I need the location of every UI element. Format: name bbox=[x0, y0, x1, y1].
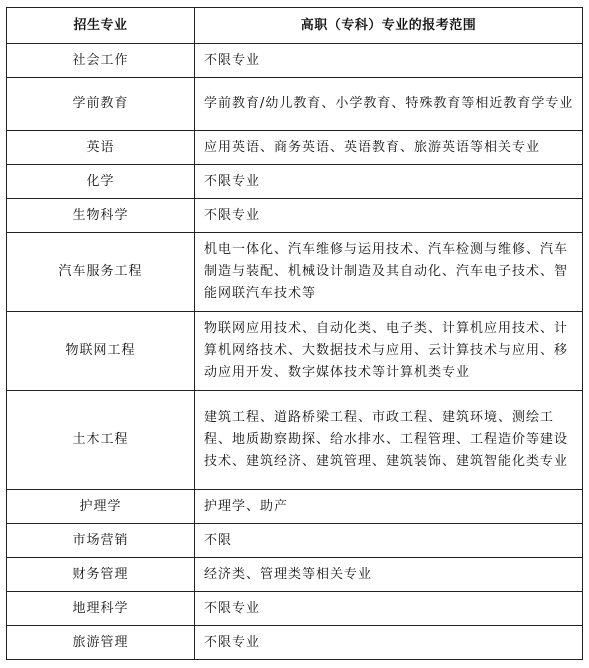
major-cell: 市场营销 bbox=[7, 524, 195, 558]
scope-cell: 应用英语、商务英语、英语教育、旅游英语等相关专业 bbox=[195, 131, 583, 165]
major-cell: 物联网工程 bbox=[7, 312, 195, 391]
table-row bbox=[7, 165, 583, 199]
major-cell: 汽车服务工程 bbox=[7, 233, 195, 312]
scope-cell: 不限专业 bbox=[195, 165, 583, 199]
header-major: 招生专业 bbox=[7, 8, 195, 44]
table-row bbox=[7, 558, 583, 592]
scope-cell: 不限专业 bbox=[195, 592, 583, 626]
scope-cell: 不限专业 bbox=[195, 626, 583, 660]
table-row bbox=[7, 524, 583, 558]
scope-cell: 学前教育/幼儿教育、小学教育、特殊教育等相近教育学专业 bbox=[195, 78, 583, 131]
major-cell: 生物科学 bbox=[7, 199, 195, 233]
major-cell: 土木工程 bbox=[7, 391, 195, 490]
table-row bbox=[7, 233, 583, 312]
major-cell: 地理科学 bbox=[7, 592, 195, 626]
table-row bbox=[7, 44, 583, 78]
header-scope: 高职（专科）专业的报考范围 bbox=[195, 8, 583, 44]
table-row bbox=[7, 131, 583, 165]
major-cell: 学前教育 bbox=[7, 78, 195, 131]
major-cell: 旅游管理 bbox=[7, 626, 195, 660]
table-row bbox=[7, 391, 583, 490]
scope-cell: 建筑工程、道路桥梁工程、市政工程、建筑环境、测绘工程、地质勘察勘探、给水排水、工程管理、工程造价等建设技术、建筑经济、建筑管理、建筑装饰、建筑智能化类专业 bbox=[195, 391, 583, 490]
major-cell: 财务管理 bbox=[7, 558, 195, 592]
scope-cell: 机电一体化、汽车维修与运用技术、汽车检测与维修、汽车制造与装配、机械设计制造及其自动化、汽车电子技术、智能网联汽车技术等 bbox=[195, 233, 583, 312]
table-row bbox=[7, 490, 583, 524]
admission-scope-table bbox=[6, 7, 583, 660]
table-row bbox=[7, 199, 583, 233]
table-row bbox=[7, 592, 583, 626]
table-row bbox=[7, 312, 583, 391]
table-row bbox=[7, 78, 583, 131]
scope-cell: 不限专业 bbox=[195, 44, 583, 78]
major-cell: 英语 bbox=[7, 131, 195, 165]
table-row bbox=[7, 626, 583, 660]
major-cell: 护理学 bbox=[7, 490, 195, 524]
major-cell: 化学 bbox=[7, 165, 195, 199]
scope-cell: 不限专业 bbox=[195, 199, 583, 233]
major-cell: 社会工作 bbox=[7, 44, 195, 78]
scope-cell: 不限 bbox=[195, 524, 583, 558]
table-header-row bbox=[7, 8, 583, 44]
scope-cell: 经济类、管理类等相关专业 bbox=[195, 558, 583, 592]
scope-cell: 护理学、助产 bbox=[195, 490, 583, 524]
scope-cell: 物联网应用技术、自动化类、电子类、计算机应用技术、计算机网络技术、大数据技术与应用、云计算技术与应用、移动应用开发、数字媒体技术等计算机类专业 bbox=[195, 312, 583, 391]
